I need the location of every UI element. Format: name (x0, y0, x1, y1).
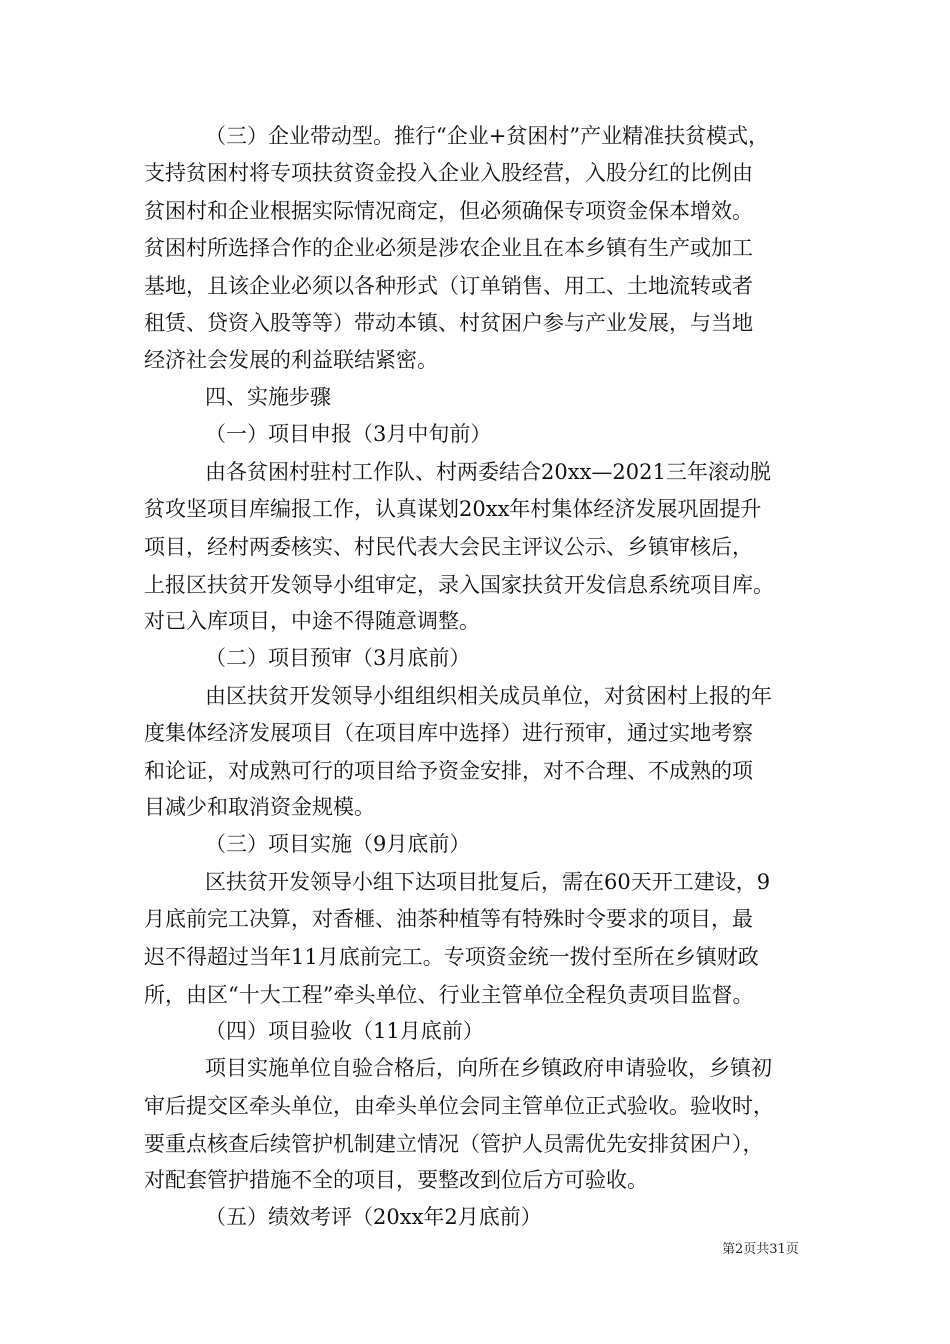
text-line: 对配套管护措施不全的项目，要整改到位后方可验收。 (144, 1168, 648, 1192)
subsection-heading: （四）项目验收（11月底前） (205, 1019, 484, 1043)
text-line: 对已入库项目，中途不得随意调整。 (144, 609, 480, 633)
subsection-heading: （二）项目预审（3月底前） (205, 646, 471, 670)
text-line: 支持贫困村将专项扶贫资金投入企业入股经营，入股分红的比例由 (144, 161, 753, 185)
text-line: 经济社会发展的利益联结紧密。 (144, 348, 438, 372)
text-line: 区扶贫开发领导小组下达项目批复后，需在60天开工建设，9 (205, 870, 771, 894)
subsection-heading: （五）绩效考评（20xx年2月底前） (205, 1205, 542, 1229)
text-line: 基地，且该企业必须以各种形式（订单销售、用工、土地流转或者 (144, 274, 753, 298)
text-line: 租赁、贷资入股等等）带动本镇、村贫困户参与产业发展，与当地 (144, 311, 753, 335)
page-number: 第2页共31页 (722, 1242, 799, 1257)
text-line: 度集体经济发展项目（在项目库中选择）进行预审，通过实地考察 (144, 721, 753, 745)
text-line: 要重点核查后续管护机制建立情况（管护人员需优先安排贫困户）， (144, 1132, 764, 1156)
text-line: 迟不得超过当年11月底前完工。专项资金统一拨付至所在乡镇财政 (144, 945, 759, 969)
text-line: 目减少和取消资金规模。 (144, 795, 375, 819)
text-line: 审后提交区牵头单位，由牵头单位会同主管单位正式验收。验收时， (144, 1094, 774, 1118)
text-line: 项目，经村两委核实、村民代表大会民主评议公示、乡镇审核后， (144, 535, 753, 559)
text-line: 所，由区“十大工程”牵头单位、行业主管单位全程负责项目监督。 (144, 983, 754, 1007)
text-line: 项目实施单位自验合格后，向所在乡镇政府申请验收，乡镇初 (205, 1056, 772, 1080)
text-line: 由区扶贫开发领导小组组织相关成员单位，对贫困村上报的年 (205, 684, 772, 708)
text-line: 贫困村和企业根据实际情况商定，但必须确保专项资金保本增效。 (144, 199, 753, 223)
section-heading: 四、实施步骤 (205, 385, 331, 409)
subsection-heading: （一）项目申报（3月中旬前） (205, 422, 492, 446)
subsection-heading: （三）项目实施（9月底前） (205, 832, 471, 856)
text-line: 和论证，对成熟可行的项目给予资金安排，对不合理、不成熟的项 (144, 759, 753, 783)
text-line: 上报区扶贫开发领导小组审定，录入国家扶贫开发信息系统项目库。 (144, 573, 774, 597)
text-line: 月底前完工决算，对香榧、油茶种植等有特殊时令要求的项目，最 (144, 907, 753, 931)
text-line: 贫困村所选择合作的企业必须是涉农企业且在本乡镇有生产或加工 (144, 236, 753, 260)
text-line: （三）企业带动型。推行“企业+贫困村”产业精准扶贫模式， (205, 124, 770, 148)
text-line: 由各贫困村驻村工作队、村两委结合20xx—2021三年滚动脱 (205, 460, 771, 484)
text-line: 贫攻坚项目库编报工作，认真谋划20xx年村集体经济发展巩固提升 (144, 497, 762, 521)
